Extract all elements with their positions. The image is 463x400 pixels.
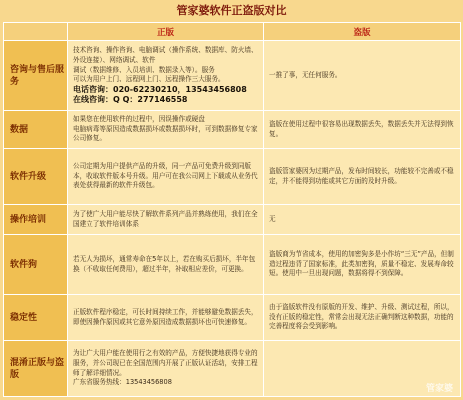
genuine-text: 可以为用户上门、远程网上门、远程操作三大服务。 — [73, 75, 225, 84]
pirated-cell — [264, 41, 461, 111]
header-genuine: 正版 — [68, 23, 264, 41]
genuine-cell — [68, 205, 264, 235]
genuine-text: 为让广大用户能在使用行之有效的产品，方便快捷地获得专业的服务，并公司现已在全国范围内开展了正版认证活动，安排工程师了解详细情况。 — [73, 349, 258, 377]
row-upgrade — [4, 149, 461, 205]
row-stability — [4, 295, 461, 341]
genuine-text: 广东省服务热线：13543456808 — [73, 378, 172, 387]
genuine-cell — [68, 111, 264, 149]
qq-text: 在线咨询：Q Q：277146558 — [73, 94, 188, 104]
genuine-cell — [68, 41, 264, 111]
row-confusion — [4, 341, 461, 397]
pirated-text: 盗版商为节省成本，使用的加密狗多是小作坊“三无”产品，但制造过程违背了国家标准，此类加密狗，质量不稳定、发展寿命较短。使用中一旦出现问题，数据将得不到保障。 — [269, 250, 454, 278]
pirated-text: 盗版在使用过程中很容易出现数据丢失，数据丢失并无法得到恢复。 — [269, 119, 454, 138]
pirated-text: 盗版管家婆因为过期产品，发布时间较长，功能较不完善或不稳定，并不能得到功能或其它方面的及时升级。 — [269, 166, 454, 185]
genuine-text: 如果您在使用软件的过程中，因误操作或硬盘 — [73, 115, 205, 124]
header-pirated: 盗版 — [264, 23, 461, 41]
phone-text: 电话咨询：020-62230210，13543456808 — [73, 84, 247, 94]
genuine-text: 若无人为损坏，通常寿命在5年以上，若在购买后损坏，半年包换（不收取任何费用），超过半年，补取相应差价，可更换。 — [73, 254, 256, 273]
row-category: 软件升级 — [4, 149, 68, 205]
genuine-text: 调试（数据维修、入员培训、数据录入等）。服务 — [73, 65, 215, 74]
row-category: 软件狗 — [4, 235, 68, 295]
pirated-cell — [264, 235, 461, 295]
row-category: 混淆正版与盗版 — [4, 341, 68, 397]
genuine-cell — [68, 149, 264, 205]
row-category: 操作培训 — [4, 205, 68, 235]
pirated-cell — [264, 111, 461, 149]
pirated-cell — [264, 149, 461, 205]
header-blank — [4, 23, 68, 41]
pirated-text: 一推了事，无任何服务。 — [269, 70, 342, 79]
row-category: 稳定性 — [4, 295, 68, 341]
header-row — [4, 23, 461, 41]
row-category: 咨询与售后服务 — [4, 41, 68, 111]
genuine-text: 正版软件程序稳定，可长时间持续工作，并能够避免数据丢失，即使因操作原因或其它意外原因造成数据损坏也可快速修复。 — [73, 307, 258, 326]
comparison-table — [3, 22, 461, 397]
pirated-text: 由于盗版软件没有原版的开发、维护、升级、测试过程，所以，没有正版的稳定性，常常会出现无法正确判断这种数据，功能的完善程度将会受到影响。 — [269, 303, 454, 331]
genuine-text: 技术咨询、操作咨询、电脑调试（操作系统、数据库、防火墙、外设连接）、网络调试、软件 — [73, 46, 258, 64]
pirated-cell — [264, 205, 461, 235]
row-data — [4, 111, 461, 149]
row-dongle — [4, 235, 461, 295]
pirated-cell — [264, 295, 461, 341]
genuine-text: 公司定期为用户提供产品的升级，同一产品可免费升级到同版本，收取软件版本号升级。用户可在我公司网上下载或从业务代表处获得最新的软件升级包。 — [73, 162, 258, 190]
genuine-cell — [68, 295, 264, 341]
genuine-cell — [68, 235, 264, 295]
pirated-text: 无 — [269, 214, 276, 223]
row-category: 数据 — [4, 111, 68, 149]
genuine-text: 为了使广大用户能尽快了解软件系列产品并熟练使用，我们在全国建立了软件培训体系 — [73, 209, 258, 228]
row-training — [4, 205, 461, 235]
genuine-text: 电脑病毒等原因造成数据损坏或数据损坏时，可到数据修复专家公司修复。 — [73, 124, 258, 143]
page-title: 管家婆软件正盗版对比 — [176, 4, 287, 17]
watermark: 管家婆 — [425, 384, 453, 394]
row-service — [4, 41, 461, 111]
genuine-cell — [68, 341, 264, 397]
